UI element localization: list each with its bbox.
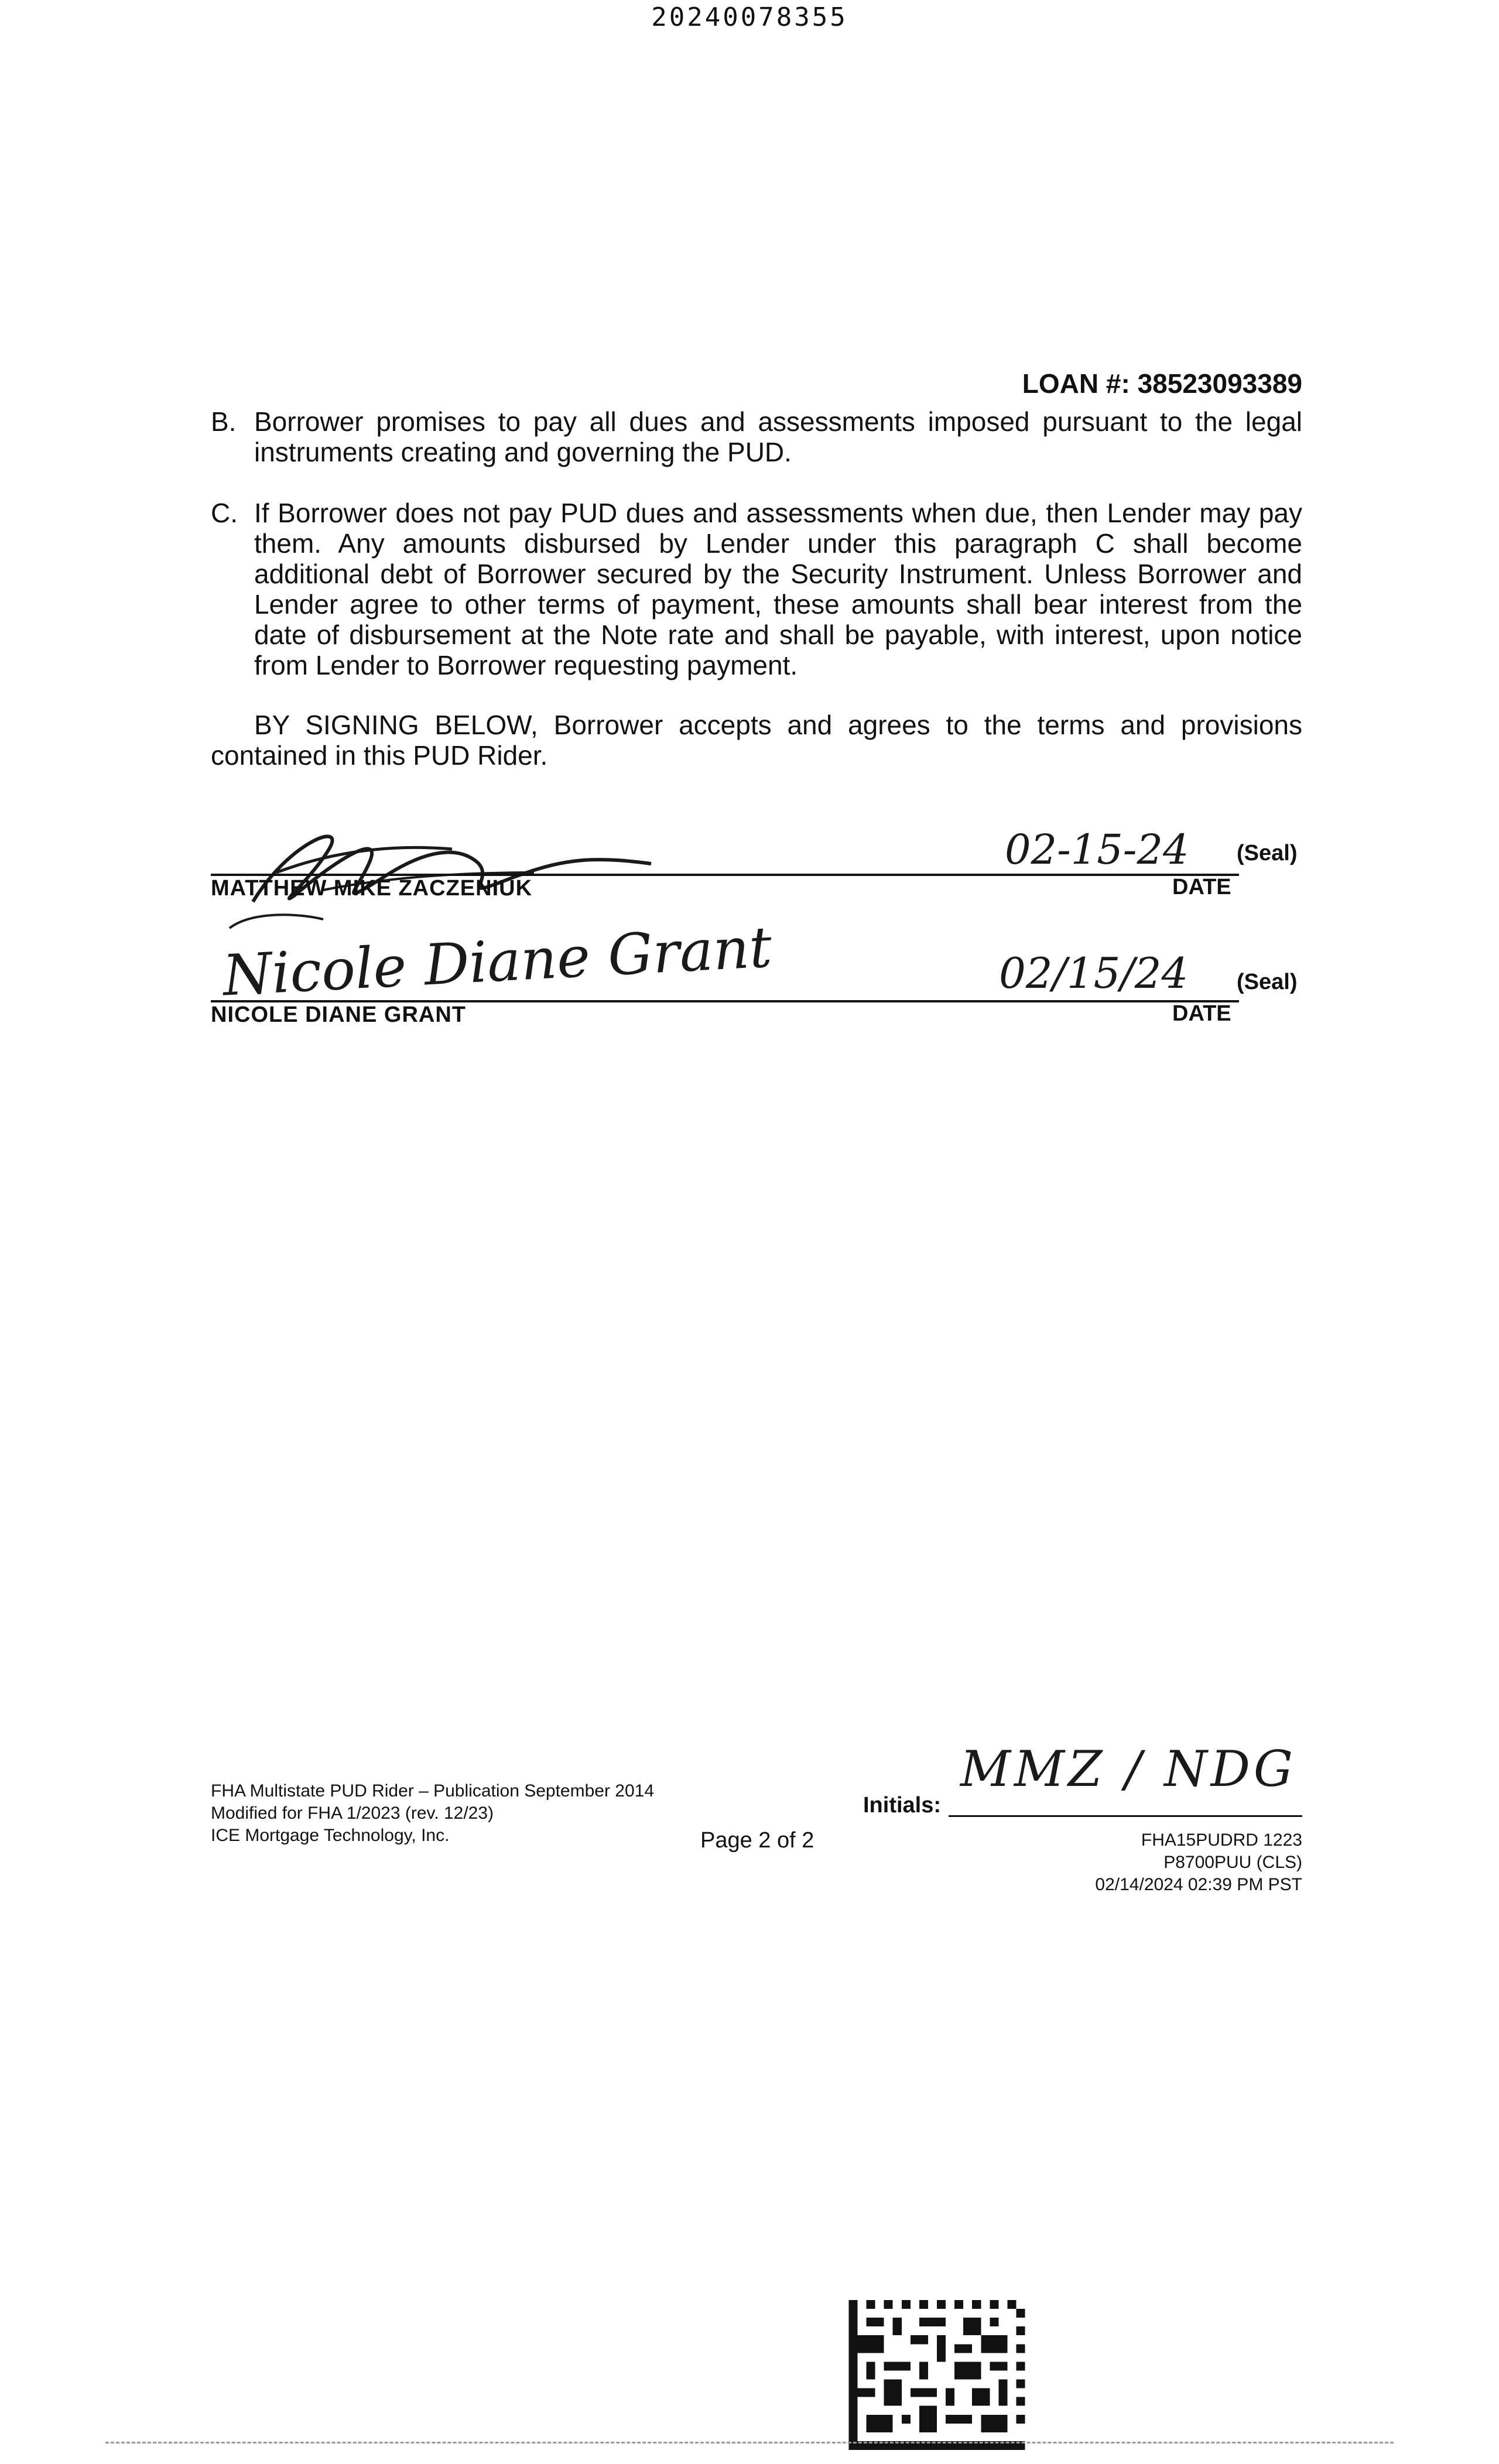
signer-name-nicole: NICOLE DIANE GRANT (211, 1002, 466, 1027)
date-handwritten-nicole: 02/15/24 (999, 949, 1189, 998)
recording-number: 20240078355 (651, 2, 848, 32)
form-info-line1: FHA Multistate PUD Rider – Publication September 2014 (211, 1781, 655, 1801)
form-info (211, 1780, 654, 1847)
form-code3: 02/14/2024 02:39 PM PST (1095, 1875, 1302, 1894)
form-info-line3: ICE Mortgage Technology, Inc. (211, 1826, 450, 1845)
signer-name-matthew: MATTHEW MIKE ZACZENIUK (211, 876, 533, 901)
seal-label-matthew: (Seal) (1237, 841, 1298, 865)
form-codes (1095, 1829, 1302, 1896)
initials-label: Initials: (863, 1793, 942, 1818)
seal-label-nicole: (Seal) (1237, 970, 1298, 994)
paragraph-c-text: If Borrower does not pay PUD dues and assessments when due, then Lender may pay them. Any amounts disbursed by Lender under this paragraph C shall become additional debt of Borrower secured by the Security Instrument. Unless Borrower and Lender agree to other terms of payment, these amounts shall bear interest from the date of disbursement at the Note rate and shall be payable, with interest, upon notice from Lender to Borrower requesting payment. (254, 498, 1302, 680)
signing-statement: BY SIGNING BELOW, Borrower accepts and agrees to the terms and provisions contained in this PUD Rider. (211, 710, 1302, 771)
loan-number: LOAN #: 38523093389 (1022, 368, 1302, 399)
paragraph-b-text: Borrower promises to pay all dues and assessments imposed pursuant to the legal instruments creating and governing the PUD. (254, 406, 1302, 467)
signature-nicole-image: Nicole Diane Grant (221, 914, 774, 1009)
date-handwritten-matthew: 02-15-24 (1005, 826, 1189, 874)
initials-handwritten: MMZ / NDG (960, 1740, 1297, 1798)
form-info-line2: Modified for FHA 1/2023 (rev. 12/23) (211, 1803, 494, 1823)
date-label-matthew: DATE (1172, 875, 1231, 899)
paragraph-b-marker: B. (211, 406, 237, 437)
bottom-rule (105, 2442, 1394, 2444)
paragraph-c-marker: C. (211, 498, 238, 528)
form-code2: P8700PUU (CLS) (1163, 1853, 1302, 1872)
initials-line (949, 1815, 1302, 1817)
page-number: Page 2 of 2 (700, 1828, 814, 1853)
date-label-nicole: DATE (1172, 1001, 1231, 1026)
form-code1: FHA15PUDRD 1223 (1141, 1830, 1302, 1850)
barcode-icon (848, 2300, 1026, 2450)
paragraph-c (211, 498, 1302, 680)
paragraph-b (211, 406, 1302, 467)
